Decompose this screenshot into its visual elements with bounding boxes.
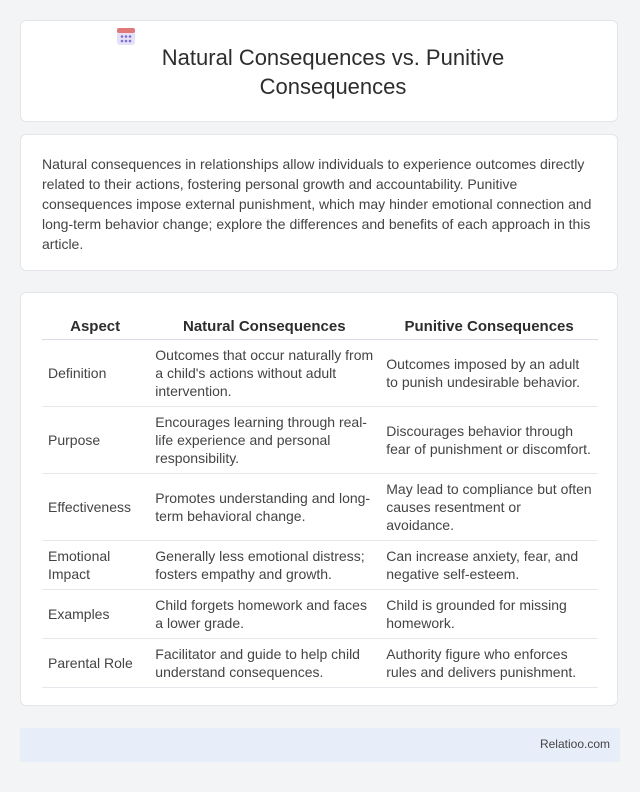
table-row	[42, 340, 598, 407]
row-punitive: Child is grounded for missing homework.	[380, 590, 598, 639]
row-natural: Promotes understanding and long-term behavioral change.	[149, 474, 380, 541]
row-natural: Outcomes that occur naturally from a child's actions without adult intervention.	[149, 340, 380, 407]
table-row	[42, 639, 598, 688]
header-punitive: Punitive Consequences	[380, 313, 598, 340]
intro-card	[20, 134, 618, 271]
table-row	[42, 541, 598, 590]
row-aspect: Definition	[42, 340, 149, 407]
table-row	[42, 474, 598, 541]
row-punitive: Authority figure who enforces rules and delivers punishment.	[380, 639, 598, 688]
title-card	[20, 20, 618, 122]
row-aspect: Examples	[42, 590, 149, 639]
header-natural: Natural Consequences	[149, 313, 380, 340]
table-row	[42, 590, 598, 639]
comparison-card	[20, 292, 618, 706]
row-punitive: Can increase anxiety, fear, and negative self-esteem.	[380, 541, 598, 590]
footer	[20, 728, 620, 762]
row-punitive: Outcomes imposed by an adult to punish undesirable behavior.	[380, 340, 598, 407]
row-natural: Generally less emotional distress; fosters empathy and growth.	[149, 541, 380, 590]
row-aspect: Emotional Impact	[42, 541, 149, 590]
row-punitive: Discourages behavior through fear of punishment or discomfort.	[380, 407, 598, 474]
row-natural: Encourages learning through real-life experience and personal responsibility.	[149, 407, 380, 474]
row-aspect: Parental Role	[42, 639, 149, 688]
footer-brand: Relatioo.com	[539, 737, 610, 751]
row-natural: Facilitator and guide to help child understand consequences.	[149, 639, 380, 688]
table-header-row	[42, 313, 598, 340]
page-title: Natural Consequences vs. Punitive Consequences	[161, 45, 505, 99]
row-aspect: Purpose	[42, 407, 149, 474]
header-aspect: Aspect	[42, 313, 149, 340]
intro-text: Natural consequences in relationships allow individuals to experience outcomes directly related to their actions, fostering personal growth and accountability. Punitive consequences impose external punishment, which may hinder emotional connection and long-term behavior change; explore the differences and benefits of each approach in this article.	[42, 156, 592, 252]
row-punitive: May lead to compliance but often causes resentment or avoidance.	[380, 474, 598, 541]
comparison-table	[42, 313, 598, 688]
table-row	[42, 407, 598, 474]
row-aspect: Effectiveness	[42, 474, 149, 541]
row-natural: Child forgets homework and faces a lower grade.	[149, 590, 380, 639]
